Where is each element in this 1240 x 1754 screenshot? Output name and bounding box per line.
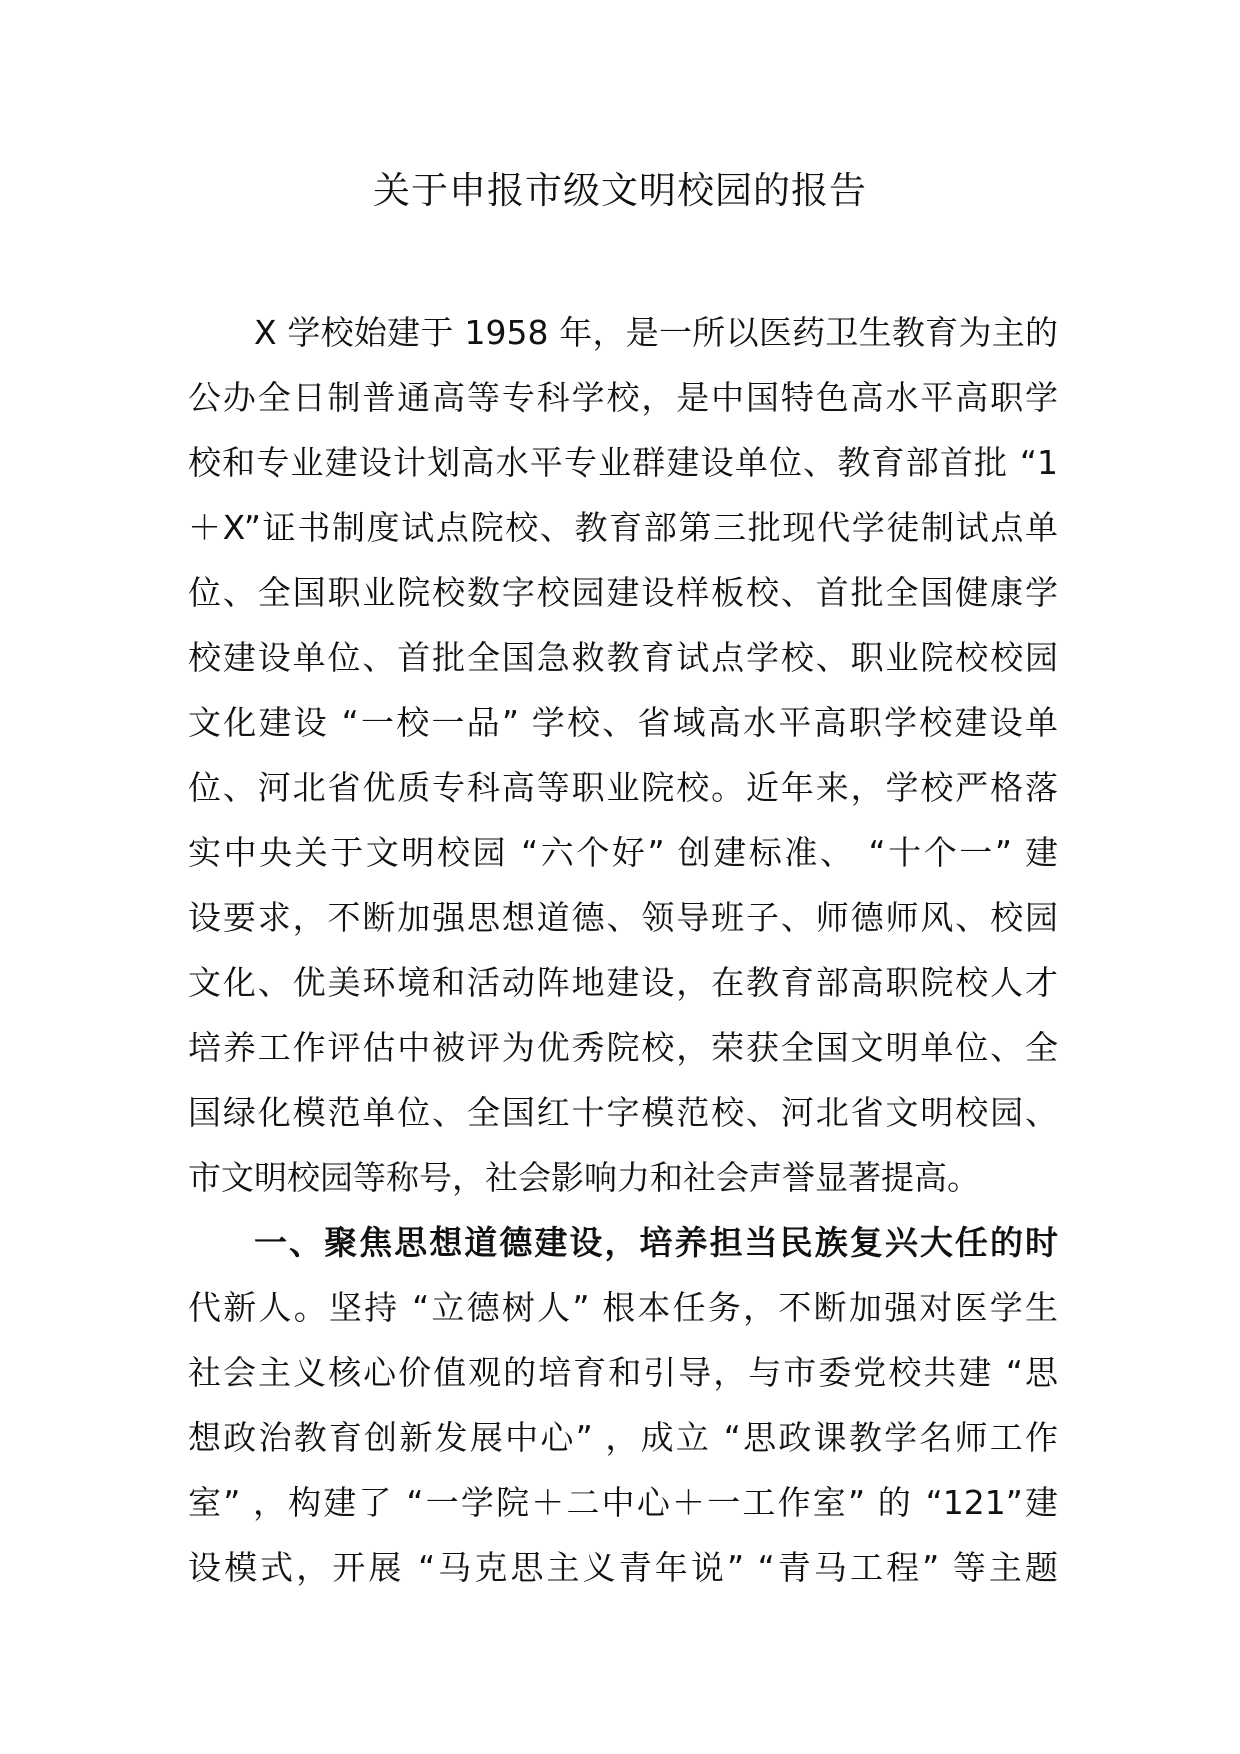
section-heading: 一、聚焦思想道德建设，培养担当民族复兴大任的时 (254, 1223, 1058, 1262)
text-line: 培养工作评估中被评为优秀院校，荣获全国文明单位、全 (188, 1028, 1058, 1067)
text-line: 文化、优美环境和活动阵地建设，在教育部高职院校人才 (188, 963, 1058, 1002)
text-line: 位、全国职业院校数字校园建设样板校、首批全国健康学 (188, 573, 1058, 612)
text-line: 文化建设 “一校一品” 学校、省域高水平高职学校建设单 (188, 703, 1058, 742)
text-line: 代新人。坚持 “立德树人” 根本任务，不断加强对医学生 (188, 1288, 1058, 1327)
text-line: 室” ，构建了 “一学院＋二中心＋一工作室” 的 “121”建 (188, 1483, 1058, 1522)
text-line: 想政治教育创新发展中心” ，成立 “思政课教学名师工作 (188, 1418, 1058, 1457)
text-line: 公办全日制普通高等专科学校，是中国特色高水平高职学 (188, 378, 1058, 417)
text-line: 市文明校园等称号，社会影响力和社会声誉显著提高。 (188, 1158, 980, 1197)
text-line: 设要求，不断加强思想道德、领导班子、师德师风、校园 (188, 898, 1058, 937)
text-line: 国绿化模范单位、全国红十字模范校、河北省文明校园、 (188, 1093, 1058, 1132)
text-line: 社会主义核心价值观的培育和引导，与市委党校共建 “思 (188, 1353, 1058, 1392)
paragraph-section-one (188, 1210, 1058, 1600)
text-line: 设模式，开展 “马克思主义青年说” “青马工程” 等主题 (188, 1548, 1058, 1587)
text-line: ＋X”证书制度试点院校、教育部第三批现代学徒制试点单 (188, 508, 1058, 547)
text-line: 实中央关于文明校园 “六个好” 创建标准、 “十个一” 建 (188, 833, 1058, 872)
document-title: 关于申报市级文明校园的报告 (373, 169, 867, 212)
text-line: 位、河北省优质专科高等职业院校。近年来，学校严格落 (188, 768, 1058, 807)
text-line: 校建设单位、首批全国急救教育试点学校、职业院校校园 (188, 638, 1058, 677)
document-body (188, 300, 1058, 1600)
text-line: 校和专业建设计划高水平专业群建设单位、教育部首批 “1 (188, 443, 1058, 482)
paragraph-intro (188, 300, 1058, 1210)
text-line: X 学校始建于 1958 年，是一所以医药卫生教育为主的 (254, 313, 1058, 352)
